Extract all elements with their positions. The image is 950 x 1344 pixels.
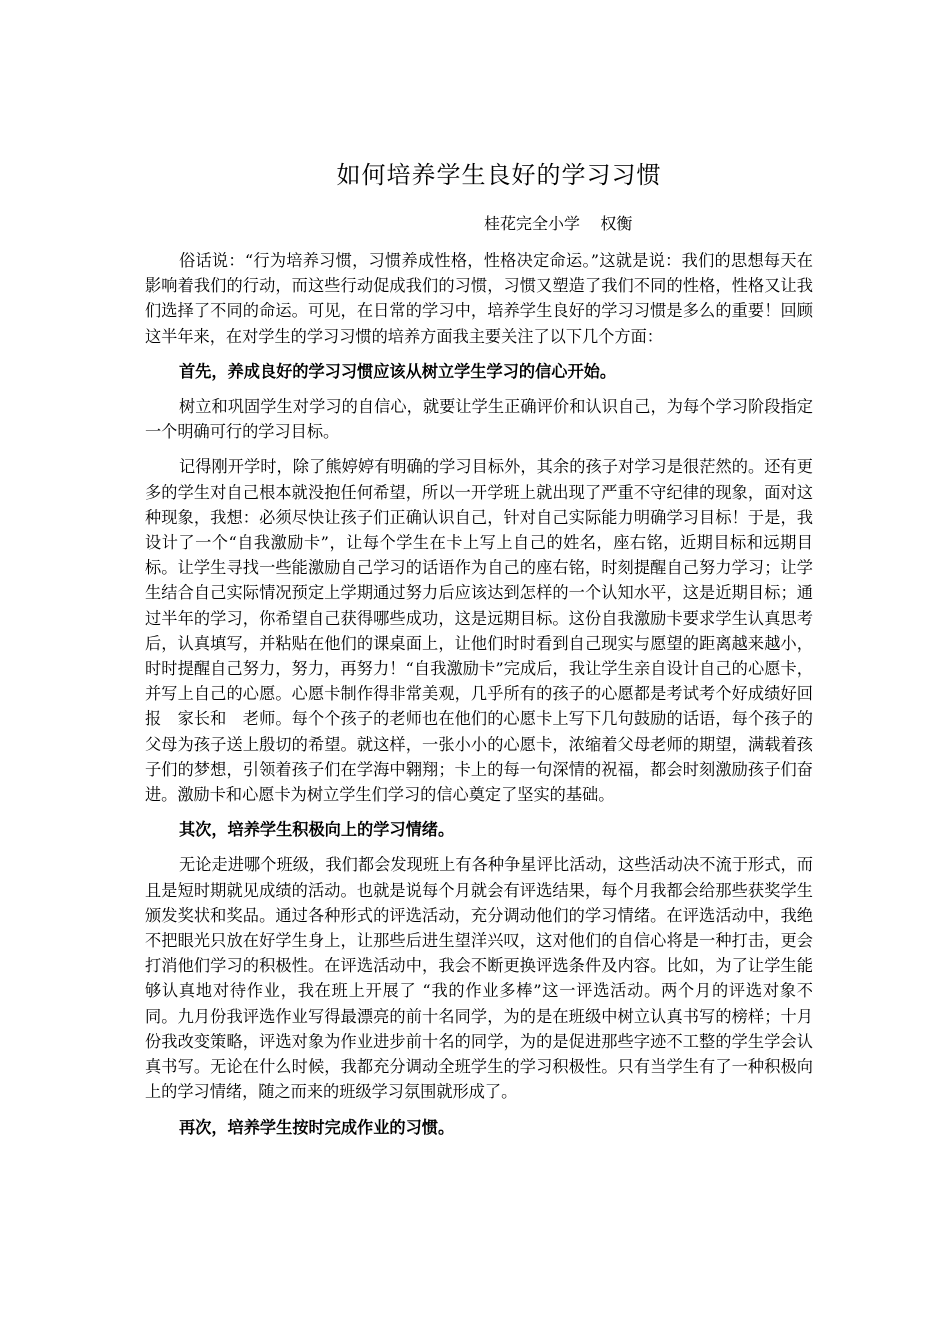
author-byline: 桂花完全小学 权衡 — [484, 214, 633, 233]
document-title: 如何培养学生良好的学习习惯 — [336, 161, 662, 189]
paragraph-learning-mood: 无论走进哪个班级，我们都会发现班上有各种争星评比活动，这些活动决不流于形式，而且是短时期就见成绩的活动。也就是说每个月就会有评选结果，每个月我都会给那些获奖学生颁发奖状和奖品。通过各种形式的评选活动，充分调动他们的学习情绪。在评选活动中，我绝不把眼光只放在好学生身上，让那些后进生望洋兴叹，这对他们的自信心将是一种打击，更会打消他们学习的积极性。在评选活动中，我会不断更换评选条件及内容。比如，为了让学生能够认真地对待作业，我在班上开展了 “我的作业多棒”这一评选活动。两个月的评选对象不同。九月份我评选作业写得最漂亮的前十名同学，为的是在班级中树立认真书写的榜样；十月份我改变策略，评选对象为作业进步前十名的同学，为的是促进那些字迹不工整的学生学会认真书写。无论在什么时候，我都充分调动全班学生的学习积极性。只有当学生有了一种积极向上的学习情绪，随之而来的班级学习氛围就形成了。 — [145, 855, 813, 1102]
paragraph-motivation-card: 记得刚开学时，除了熊婷婷有明确的学习目标外，其余的孩子对学习是很茫然的。还有更多的学生对自己根本就没抱任何希望，所以一开学班上就出现了严重不守纪律的现象，面对这种现象，我想：必须尽快让孩子们正确认识自己，针对自己实际能力明确学习目标！于是，我设计了一个“自我激励卡”，让每个学生在卡上写上自己的姓名，座右铭，近期目标和远期目标。让学生寻找一些能激励自己学习的话语作为自己的座右铭，时刻提醒自己努力学习；让学生结合自己实际情况预定上学期通过努力后应该达到怎样的一个认知水平，这是近期目标；通过半年的学习，你希望自己获得哪些成功，这是远期目标。这份自我激励卡要求学生认真思考后，认真填写，并粘贴在他们的课桌面上，让他们时时看到自己现实与愿望的距离越来越小，时时提醒自己努力，努力，再努力！“自我激励卡”完成后，我让学生亲自设计自己的心愿卡，并写上自己的心愿。心愿卡制作得非常美观，几乎所有的孩子的心愿都是考试考个好成绩好回报 家长和 老师。每个个孩子的老师也在他们的心愿卡上写下几句鼓励的话语，每个孩子的父母为孩子送上殷切的希望。就这样，一张小小的心愿卡，浓缩着父母老师的期望，满载着孩子们的梦想，引领着孩子们在学海中翱翔；卡上的每一句深情的祝福，都会时刻激励孩子们奋进。激励卡和心愿卡为树立学生们学习的信心奠定了坚实的基础。 — [145, 457, 813, 805]
paragraph-confidence: 树立和巩固学生对学习的自信心，就要让学生正确评价和认识自己，为每个学习阶段指定一个明确可行的学习目标。 — [145, 397, 813, 442]
paragraph-intro: 俗话说：“行为培养习惯，习惯养成性格，性格决定命运。”这就是说：我们的思想每天在影响着我们的行动，而这些行动促成我们的习惯，习惯又塑造了我们不同的性格，性格又让我们选择了不同的命运。可见，在日常的学习中，培养学生良好的学习习惯是多么的重要！回顾这半年来，在对学生的学习习惯的培养方面我主要关注了以下几个方面： — [145, 251, 813, 346]
section-heading-third: 再次，培养学生按时完成作业的习惯。 — [179, 1117, 455, 1137]
document-body — [145, 248, 813, 1150]
section-heading-second: 其次，培养学生积极向上的学习情绪。 — [179, 820, 455, 840]
section-heading-first: 首先，养成良好的学习习惯应该从树立学生学习的信心开始。 — [179, 361, 617, 381]
